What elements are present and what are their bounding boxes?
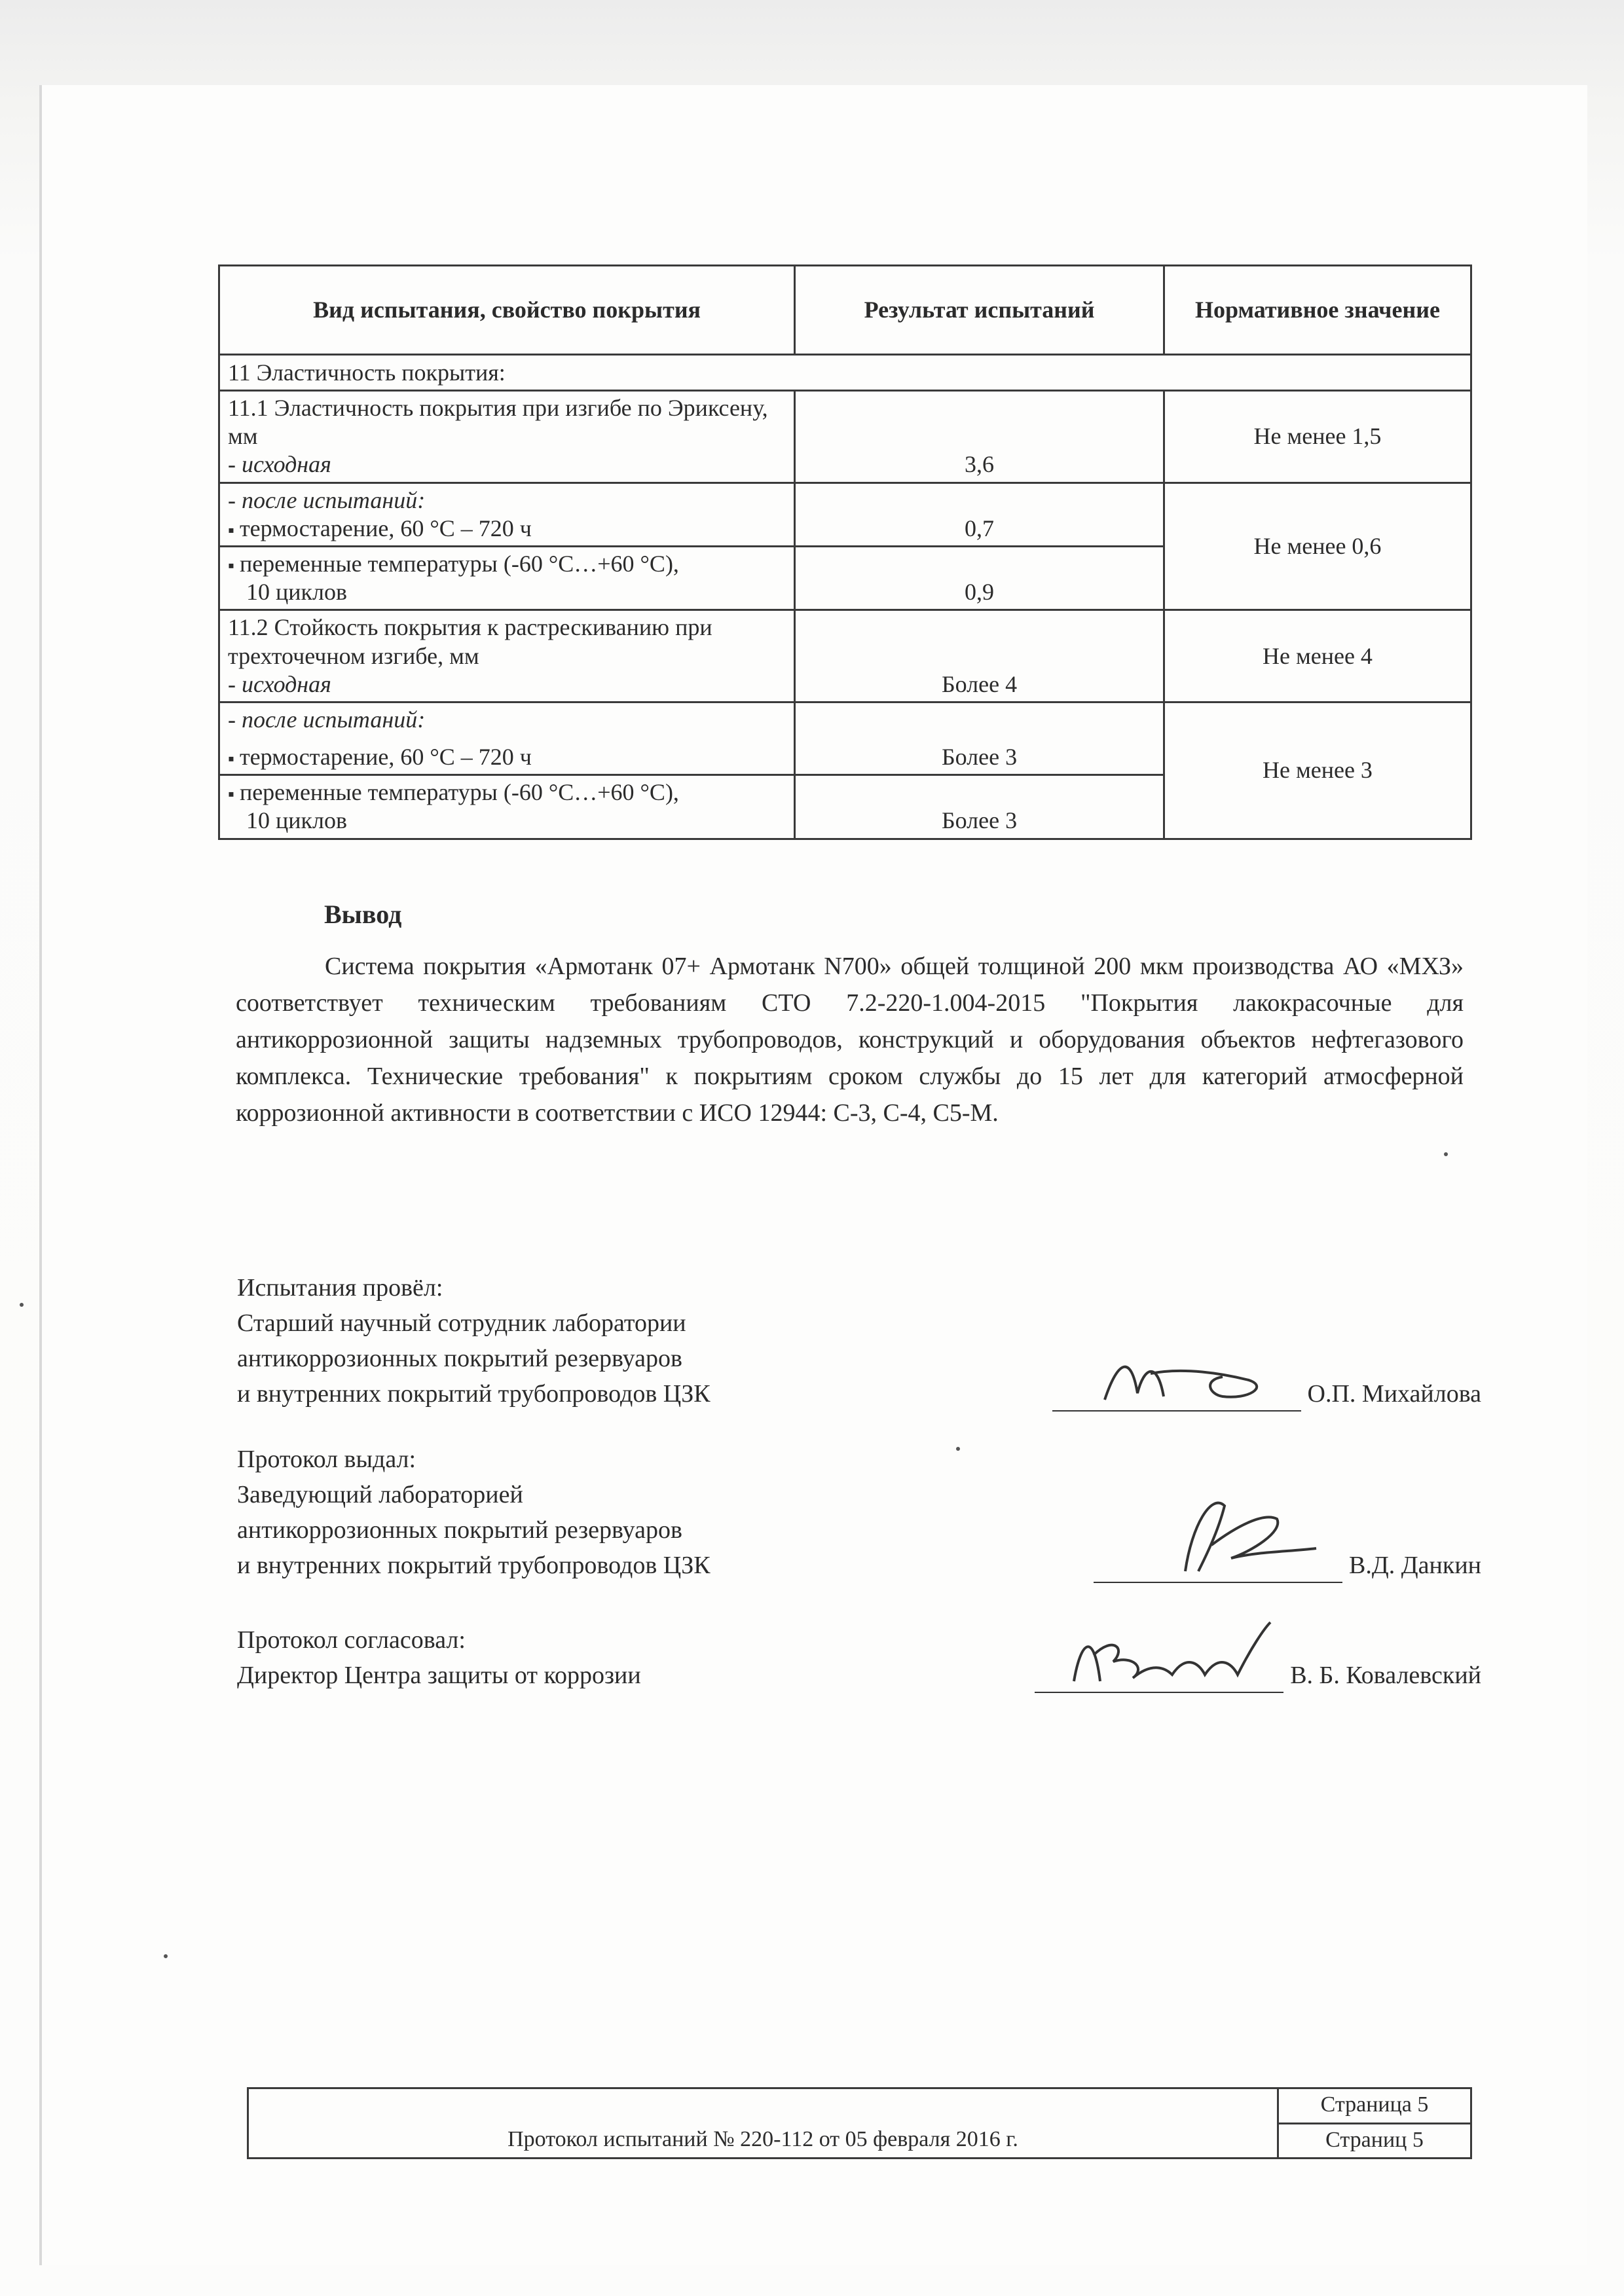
row-11-1-norm-after: Не менее 0,6	[1164, 483, 1471, 610]
footer-page-total: Страниц 5	[1325, 2127, 1424, 2152]
conclusion-title: Вывод	[324, 900, 402, 929]
scan-speck	[20, 1303, 24, 1307]
row-11-2-cycles-cell	[219, 775, 795, 839]
signature-block-approved	[237, 1622, 1481, 1693]
handwritten-signature-kovalevsky	[1035, 1609, 1283, 1694]
row-11-2-after-label: - после испытаний:	[228, 706, 426, 733]
header-result: Результат испытаний	[795, 266, 1164, 355]
signature-block-issued	[237, 1442, 1481, 1583]
signature-block-tested	[237, 1270, 1481, 1412]
table-row	[219, 702, 1471, 774]
section-title: 11 Эластичность покрытия:	[219, 355, 1471, 391]
footer-protocol: Протокол испытаний № 220-112 от 05 февраля 2016 г.	[507, 2127, 1018, 2151]
handwritten-signature-dankin	[1094, 1486, 1342, 1584]
row-11-2-norm-initial: Не менее 4	[1164, 610, 1471, 702]
row-11-2-initial-label: - исходная	[228, 670, 331, 697]
footer-box	[247, 2087, 1472, 2159]
signature-role: Протокол согласовал:	[237, 1626, 466, 1654]
conclusion-text: Система покрытия «Армотанк 07+ Армотанк N700» общей толщиной 200 мкм производства АО «МХЗ» соответствует техническим требованиям СТО 7.2-220-1.004-2015 "Покрытия лакокрасочные для антикоррозионной защиты надземных трубопроводов, конструкций и оборудования объектов нефтегазового комплекса. Технические требования" к покрытиям сроком службы до 15 лет для категорий атмосферной коррозионной активности в соответствии с ИСО 12944: С-3, С-4, С5-М.	[236, 953, 1464, 1127]
table-row	[219, 355, 1471, 391]
row-11-1-title: 11.1 Эластичность покрытия при изгибе по Эриксену, мм	[228, 395, 768, 450]
table-row	[219, 610, 1471, 702]
signature-position: антикоррозионных покрытий резервуаров	[237, 1345, 682, 1372]
row-11-2-aging-label: ▪ термостарение, 60 °С – 720 ч	[228, 743, 786, 771]
row-11-2-cycles-value: Более 3	[795, 775, 1164, 839]
table-header-row	[219, 266, 1471, 355]
signature-position: и внутренних покрытий трубопроводов ЦЗК	[237, 1380, 710, 1408]
row-11-2-norm-after: Не менее 3	[1164, 702, 1471, 839]
row-11-1-cycles-label-1: ▪ переменные температуры (-60 °С…+60 °С),	[228, 550, 786, 578]
signature-name: О.П. Михайлова	[1307, 1380, 1481, 1408]
row-11-1-after-label: - после испытаний:	[228, 486, 426, 513]
signature-position: антикоррозионных покрытий резервуаров	[237, 1516, 682, 1544]
signature-position: Директор Центра защиты от коррозии	[237, 1662, 641, 1689]
row-11-2-cycles-label-2: 10 циклов	[246, 807, 347, 834]
table-row	[219, 391, 1471, 483]
row-11-2-title: 11.2 Стойкость покрытия к растрескиванию при трехточечном изгибе, мм	[228, 614, 712, 669]
row-11-2-aging-cell	[219, 702, 795, 774]
header-test-type: Вид испытания, свойство покрытия	[219, 266, 795, 355]
row-11-2-aging-value: Более 3	[795, 702, 1164, 774]
signature-position: Старший научный сотрудник лаборатории	[237, 1309, 686, 1337]
row-11-1-initial-value: 3,6	[795, 391, 1164, 483]
row-11-2-initial-value: Более 4	[795, 610, 1164, 702]
signature-position: Заведующий лабораторией	[237, 1481, 523, 1508]
row-11-1-cycles-cell	[219, 546, 795, 610]
signature-role: Протокол выдал:	[237, 1446, 416, 1473]
footer-page-number: Страница 5	[1279, 2089, 1470, 2124]
row-11-1-aging-label: ▪ термостарение, 60 °С – 720 ч	[228, 515, 786, 543]
test-results-table	[218, 264, 1472, 840]
signature-name: В.Д. Данкин	[1348, 1552, 1481, 1579]
row-11-1-aging-value: 0,7	[795, 483, 1164, 546]
scan-speck	[164, 1954, 168, 1958]
row-11-2-title-cell	[219, 610, 795, 702]
row-11-1-norm-initial: Не менее 1,5	[1164, 391, 1471, 483]
handwritten-signature-mikhailova	[1052, 1334, 1301, 1413]
signature-line	[1035, 1620, 1283, 1693]
signature-name: В. Б. Ковалевский	[1290, 1662, 1481, 1689]
table-row	[219, 483, 1471, 546]
row-11-2-cycles-label-1: ▪ переменные температуры (-60 °С…+60 °С),	[228, 778, 786, 807]
signature-line	[1094, 1510, 1342, 1583]
scan-speck	[956, 1447, 960, 1451]
row-11-1-title-cell	[219, 391, 795, 483]
signature-role: Испытания провёл:	[237, 1274, 443, 1302]
row-11-1-cycles-value: 0,9	[795, 546, 1164, 610]
header-normative: Нормативное значение	[1164, 266, 1471, 355]
row-11-1-initial-label: - исходная	[228, 451, 331, 478]
row-11-1-cycles-label-2: 10 циклов	[246, 579, 347, 606]
row-11-1-aging-cell	[219, 483, 795, 546]
footer-pages	[1277, 2089, 1470, 2157]
signature-position: и внутренних покрытий трубопроводов ЦЗК	[237, 1552, 710, 1579]
signature-line	[1052, 1338, 1301, 1412]
scan-speck	[1444, 1152, 1448, 1156]
